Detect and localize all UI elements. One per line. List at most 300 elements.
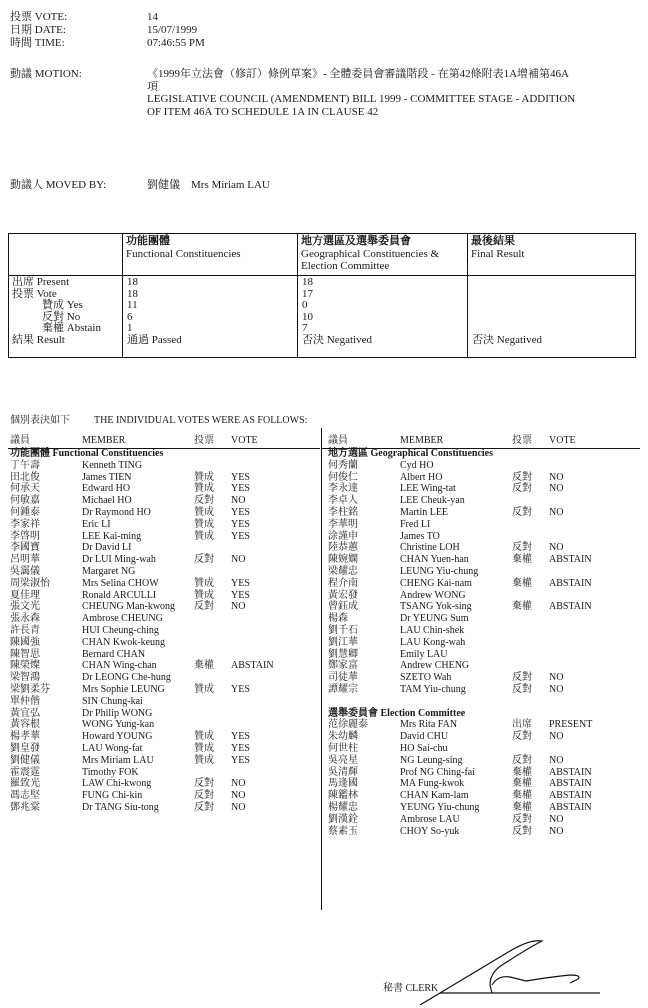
spacer bbox=[328, 696, 638, 708]
member-name-zh: 吳靄儀 bbox=[10, 565, 40, 577]
vote-en: YES bbox=[231, 483, 250, 495]
individual-votes-title bbox=[10, 414, 307, 427]
member-name-en: SZETO Wah bbox=[400, 672, 452, 684]
member-name-en: Michael HO bbox=[82, 495, 132, 507]
member-name-en: Cyd HO bbox=[400, 459, 434, 471]
member-name-zh: 陳智思 bbox=[10, 648, 40, 660]
member-name-en: Christine LOH bbox=[400, 542, 460, 554]
member-vote-row bbox=[10, 578, 320, 590]
member-vote-row bbox=[10, 743, 320, 755]
vote-en: YES bbox=[231, 471, 250, 483]
member-name-zh: 司徒華 bbox=[328, 672, 358, 684]
vote-en: YES bbox=[231, 589, 250, 601]
member-vote-row bbox=[10, 684, 320, 696]
member-vote-row bbox=[10, 590, 320, 602]
member-vote-row bbox=[10, 519, 320, 531]
value-abstain: 7 bbox=[302, 322, 308, 334]
member-name-en: CHAN Wing-chan bbox=[82, 660, 157, 672]
vote-en: NO bbox=[231, 495, 246, 507]
vote-en: YES bbox=[231, 754, 250, 766]
member-name-en: Dr Philip WONG bbox=[82, 707, 153, 719]
vote-zh: 反對 bbox=[512, 683, 532, 695]
member-name-zh: 李永達 bbox=[328, 483, 358, 495]
value-result: 否決 Negatived bbox=[472, 333, 542, 346]
member-name-zh: 楊孝華 bbox=[10, 731, 40, 743]
member-name-en: Ambrose CHEUNG bbox=[82, 613, 163, 625]
member-vote-row bbox=[328, 590, 638, 602]
member-name-zh: 涂謹申 bbox=[328, 530, 358, 542]
member-vote-row bbox=[10, 625, 320, 637]
value-present: 18 bbox=[302, 276, 313, 288]
clerk-label: 秘書 CLERK bbox=[383, 983, 439, 994]
member-name-zh: 馬逢國 bbox=[328, 778, 358, 790]
member-name-zh: 呂明華 bbox=[10, 554, 40, 566]
member-vote-row bbox=[10, 778, 320, 790]
member-name-en: Mrs Selina CHOW bbox=[82, 577, 159, 589]
member-vote-row bbox=[10, 802, 320, 814]
member-name-en: CHEUNG Man-kwong bbox=[82, 601, 176, 613]
member-name-zh: 馮志堅 bbox=[10, 790, 40, 802]
vote-en: NO bbox=[231, 601, 246, 613]
member-vote-row bbox=[328, 684, 638, 696]
member-vote-row bbox=[328, 743, 638, 755]
member-name-zh: 陳鑑林 bbox=[328, 790, 358, 802]
member-vote-row bbox=[10, 483, 320, 495]
row-label-no: 反對 No bbox=[42, 310, 81, 323]
time-label: 時間 TIME: bbox=[10, 37, 65, 49]
vote-en: YES bbox=[231, 577, 250, 589]
member-vote-row bbox=[328, 472, 638, 484]
member-vote-row bbox=[328, 578, 638, 590]
value-vote: 17 bbox=[302, 287, 313, 300]
table-divider bbox=[297, 234, 298, 357]
vote-zh: 反對 bbox=[512, 542, 532, 554]
member-name-zh: 蔡素玉 bbox=[328, 825, 358, 837]
member-name-zh: 羅致光 bbox=[10, 778, 40, 790]
vote-zh: 贊成 bbox=[194, 683, 214, 695]
member-name-zh: 霍震霆 bbox=[10, 766, 40, 778]
member-vote-row bbox=[328, 531, 638, 543]
row-label-present: 出席 Present bbox=[12, 276, 70, 288]
vote-zh: 反對 bbox=[194, 778, 214, 790]
member-name-zh: 黃容根 bbox=[10, 719, 40, 731]
member-name-en: CHENG Kai-nam bbox=[400, 577, 472, 589]
member-name-zh: 劉漢銓 bbox=[328, 813, 358, 825]
member-vote-row bbox=[328, 613, 638, 625]
header-final bbox=[471, 235, 524, 260]
member-name-en: YEUNG Yiu-chung bbox=[400, 801, 480, 813]
member-name-zh: 李啓明 bbox=[10, 530, 40, 542]
member-vote-row bbox=[10, 696, 320, 708]
member-name-zh: 曾鈺成 bbox=[328, 601, 358, 613]
member-vote-row bbox=[328, 483, 638, 495]
member-vote-row bbox=[10, 708, 320, 720]
member-name-en: David CHU bbox=[400, 731, 449, 743]
member-name-en: CHOY So-yuk bbox=[400, 825, 460, 837]
vote-en-header: VOTE bbox=[231, 435, 258, 446]
vote-zh: 贊成 bbox=[194, 742, 214, 754]
member-name-zh: 劉江華 bbox=[328, 636, 358, 648]
vote-zh: 反對 bbox=[194, 601, 214, 613]
member-name-zh: 李華明 bbox=[328, 518, 358, 530]
member-name-en: MA Fung-kwok bbox=[400, 778, 465, 790]
member-name-en: CHAN Yuen-han bbox=[400, 554, 469, 566]
summary-table bbox=[8, 233, 636, 358]
member-vote-row bbox=[328, 719, 638, 731]
member-vote-row bbox=[328, 625, 638, 637]
member-name-en: HO Sai-chu bbox=[400, 742, 448, 754]
date-value: 15/07/1999 bbox=[147, 24, 198, 36]
member-name-zh: 何鍾泰 bbox=[10, 506, 40, 518]
member-name-zh: 陳婉嫻 bbox=[328, 554, 358, 566]
member-name-zh: 何世柱 bbox=[328, 742, 358, 754]
member-vote-row bbox=[328, 460, 638, 472]
member-vote-row bbox=[10, 531, 320, 543]
motion-label: 動議 MOTION: bbox=[10, 68, 82, 80]
vote-zh: 棄權 bbox=[512, 790, 532, 802]
vote-zh: 棄權 bbox=[512, 554, 532, 566]
vote-zh: 贊成 bbox=[194, 530, 214, 542]
value-yes: 0 bbox=[302, 299, 308, 311]
vote-en: ABSTAIN bbox=[549, 778, 592, 790]
vote-zh: 棄權 bbox=[194, 660, 214, 672]
value-yes bbox=[472, 300, 542, 312]
member-name-zh: 劉健儀 bbox=[10, 754, 40, 766]
column-header bbox=[10, 435, 320, 448]
vote-en: NO bbox=[231, 778, 246, 790]
vote-en: YES bbox=[231, 518, 250, 530]
member-name-zh: 鄧兆棠 bbox=[10, 801, 40, 813]
member-name-en: TSANG Yok-sing bbox=[400, 601, 472, 613]
member-name-en: Timothy FOK bbox=[82, 766, 139, 778]
member-en-header: MEMBER bbox=[82, 435, 126, 446]
member-name-en: Kenneth TING bbox=[82, 459, 143, 471]
member-zh-header: 議員 bbox=[10, 435, 30, 446]
member-name-zh: 李柱銘 bbox=[328, 506, 358, 518]
member-name-en: James TIEN bbox=[82, 471, 132, 483]
member-vote-row bbox=[10, 719, 320, 731]
member-name-zh: 譚耀宗 bbox=[328, 683, 358, 695]
vote-en: ABSTAIN bbox=[549, 601, 592, 613]
member-name-en: CHAN Kam-lam bbox=[400, 790, 469, 802]
value-no: 6 bbox=[127, 310, 133, 323]
motion-text bbox=[147, 68, 637, 118]
member-name-en: Andrew CHENG bbox=[400, 660, 470, 672]
vote-zh: 贊成 bbox=[194, 518, 214, 530]
section-geographical: 地方選區 Geographical Constituencies bbox=[328, 448, 493, 459]
vote-en: ABSTAIN bbox=[549, 554, 592, 566]
member-name-zh: 何敏嘉 bbox=[10, 495, 40, 507]
member-name-zh: 梁耀忠 bbox=[328, 565, 358, 577]
vote-zh: 贊成 bbox=[194, 731, 214, 743]
member-name-en: Bernard CHAN bbox=[82, 648, 146, 660]
column-header bbox=[328, 435, 638, 448]
row-label-abstain: 棄權 Abstain bbox=[42, 322, 101, 334]
vote-en: NO bbox=[549, 672, 564, 684]
member-vote-row bbox=[10, 613, 320, 625]
moved-by-label: 動議人 MOVED BY: bbox=[10, 179, 107, 191]
vote-en: ABSTAIN bbox=[549, 790, 592, 802]
member-name-zh: 劉慧卿 bbox=[328, 648, 358, 660]
table-divider bbox=[9, 275, 635, 276]
member-vote-row bbox=[328, 601, 638, 613]
member-name-zh: 劉皇發 bbox=[10, 742, 40, 754]
member-vote-row bbox=[328, 495, 638, 507]
member-name-zh: 夏佳理 bbox=[10, 589, 40, 601]
vote-zh: 贊成 bbox=[194, 483, 214, 495]
vote-en: NO bbox=[231, 790, 246, 802]
member-name-zh: 吳亮星 bbox=[328, 754, 358, 766]
member-vote-row bbox=[328, 566, 638, 578]
vote-zh: 棄權 bbox=[512, 766, 532, 778]
vote-zh: 棄權 bbox=[512, 601, 532, 613]
vote-zh: 反對 bbox=[512, 672, 532, 684]
vote-en: YES bbox=[231, 506, 250, 518]
motion-line: 項 bbox=[147, 80, 158, 93]
member-name-en: Margaret NG bbox=[82, 565, 136, 577]
date-label: 日期 DATE: bbox=[10, 24, 66, 36]
member-vote-row bbox=[10, 472, 320, 484]
member-vote-row bbox=[328, 826, 638, 838]
member-en-header: MEMBER bbox=[400, 435, 444, 446]
vote-en: YES bbox=[231, 731, 250, 743]
member-name-en: LAU Wong-fat bbox=[82, 742, 143, 754]
value-present: 18 bbox=[127, 276, 138, 288]
member-name-en: Dr Raymond HO bbox=[82, 506, 151, 518]
vote-en: NO bbox=[549, 483, 564, 495]
member-name-en: Dr LEONG Che-hung bbox=[82, 672, 171, 684]
table-divider bbox=[467, 234, 468, 357]
member-vote-row bbox=[328, 649, 638, 661]
member-name-en: LEUNG Yiu-chung bbox=[400, 565, 479, 577]
section-election-committee: 選舉委員會 Election Committee bbox=[328, 707, 466, 719]
member-name-en: LAU Chin-shek bbox=[400, 624, 465, 636]
vote-zh: 出席 bbox=[512, 719, 532, 731]
right-votes-column bbox=[328, 435, 638, 837]
header-zh: 功能團體 bbox=[126, 235, 170, 247]
vote-en: ABSTAIN bbox=[549, 766, 592, 778]
member-name-zh: 程介南 bbox=[328, 577, 358, 589]
member-name-zh: 何承天 bbox=[10, 483, 40, 495]
value-result: 否決 Negatived bbox=[302, 333, 372, 346]
vote-zh: 反對 bbox=[194, 495, 214, 507]
member-name-zh: 周梁淑怡 bbox=[10, 577, 50, 589]
vote-en: YES bbox=[231, 742, 250, 754]
member-name-en: SIN Chung-kai bbox=[82, 695, 143, 707]
member-vote-row bbox=[10, 554, 320, 566]
row-labels bbox=[12, 277, 101, 346]
member-name-en: NG Leung-sing bbox=[400, 754, 463, 766]
vote-en: NO bbox=[549, 731, 564, 743]
member-name-zh: 何秀蘭 bbox=[328, 459, 358, 471]
member-name-zh: 鄭家富 bbox=[328, 660, 358, 672]
member-vote-row bbox=[328, 790, 638, 802]
member-vote-row bbox=[10, 507, 320, 519]
vote-zh: 贊成 bbox=[194, 589, 214, 601]
member-name-en: Mrs Sophie LEUNG bbox=[82, 683, 165, 695]
functional-values bbox=[127, 277, 182, 346]
motion-line: LEGISLATIVE COUNCIL (AMENDMENT) BILL 1999 - COMMITTEE STAGE - ADDITION bbox=[147, 93, 576, 105]
vote-en: ABSTAIN bbox=[549, 801, 592, 813]
member-name-en: Ronald ARCULLI bbox=[82, 589, 157, 601]
member-name-en: Emily LAU bbox=[400, 648, 448, 660]
header-en: Geographical Constituencies & bbox=[301, 247, 440, 260]
member-name-zh: 梁劉柔芬 bbox=[10, 683, 50, 695]
final-values bbox=[472, 277, 542, 346]
vote-en: YES bbox=[231, 683, 250, 695]
vote-en: NO bbox=[549, 813, 564, 825]
section-functional: 功能團體 Functional Constituencies bbox=[10, 448, 164, 459]
vote-en: NO bbox=[549, 542, 564, 554]
header-zh: 最後結果 bbox=[471, 235, 515, 247]
vote-zh: 棄權 bbox=[512, 801, 532, 813]
vote-en: YES bbox=[231, 530, 250, 542]
value-vote bbox=[472, 289, 542, 301]
member-name-en: Albert HO bbox=[400, 471, 443, 483]
header-functional bbox=[126, 235, 241, 260]
time-value: 07:46:55 PM bbox=[147, 37, 205, 49]
member-name-en: James TO bbox=[400, 530, 440, 542]
member-name-zh: 陳國強 bbox=[10, 636, 40, 648]
member-name-en: Dr YEUNG Sum bbox=[400, 613, 469, 625]
member-vote-row bbox=[10, 460, 320, 472]
motion-line: 《1999年立法會（修訂）條例草案》- 全體委員會審議階段 - 在第42條附表1A增補第46A bbox=[147, 68, 569, 80]
member-vote-row bbox=[328, 507, 638, 519]
member-name-zh: 何俊仁 bbox=[328, 471, 358, 483]
member-name-zh: 丁午壽 bbox=[10, 459, 40, 471]
member-name-en: LEE Wing-tat bbox=[400, 483, 456, 495]
member-vote-row bbox=[10, 495, 320, 507]
vote-zh: 反對 bbox=[194, 790, 214, 802]
member-vote-row bbox=[10, 672, 320, 684]
vote-zh: 棄權 bbox=[512, 778, 532, 790]
member-vote-row bbox=[328, 660, 638, 672]
vote-zh-header: 投票 bbox=[194, 435, 214, 446]
vote-number: 14 bbox=[147, 11, 158, 23]
vote-en: PRESENT bbox=[549, 719, 593, 731]
member-vote-row bbox=[10, 637, 320, 649]
member-vote-row bbox=[10, 790, 320, 802]
header-geographical bbox=[301, 235, 439, 273]
member-name-en: WONG Yung-kan bbox=[82, 719, 155, 731]
title-zh: 個別表決如下 bbox=[10, 415, 70, 426]
member-name-en: TAM Yiu-chung bbox=[400, 683, 466, 695]
member-name-zh: 陸恭蕙 bbox=[328, 542, 358, 554]
member-vote-row bbox=[328, 519, 638, 531]
member-name-en: HUI Cheung-ching bbox=[82, 624, 159, 636]
value-abstain bbox=[472, 323, 542, 335]
vote-en: NO bbox=[231, 554, 246, 566]
member-vote-row bbox=[10, 601, 320, 613]
member-name-en: CHAN Kwok-keung bbox=[82, 636, 166, 648]
value-abstain: 1 bbox=[127, 322, 133, 334]
member-name-zh: 張永森 bbox=[10, 613, 40, 625]
member-name-zh: 張文光 bbox=[10, 601, 40, 613]
member-name-zh: 黃宜弘 bbox=[10, 707, 40, 719]
header-en: Final Result bbox=[471, 247, 525, 260]
member-name-zh: 朱幼麟 bbox=[328, 731, 358, 743]
vote-zh: 贊成 bbox=[194, 471, 214, 483]
member-vote-row bbox=[328, 672, 638, 684]
member-name-en: LAW Chi-kwong bbox=[82, 778, 152, 790]
header-zh: 地方選區及選舉委員會 bbox=[301, 235, 411, 247]
vote-en: NO bbox=[549, 825, 564, 837]
vote-zh: 反對 bbox=[512, 754, 532, 766]
member-name-zh: 楊森 bbox=[328, 613, 348, 625]
member-name-en: LAU Kong-wah bbox=[400, 636, 466, 648]
vote-en-header: VOTE bbox=[549, 435, 576, 446]
column-divider bbox=[321, 428, 322, 910]
member-name-en: LEE Kai-ming bbox=[82, 530, 142, 542]
vote-en: NO bbox=[549, 683, 564, 695]
vote-en: ABSTAIN bbox=[549, 577, 592, 589]
member-vote-row bbox=[10, 660, 320, 672]
vote-zh: 贊成 bbox=[194, 577, 214, 589]
row-label-vote: 投票 Vote bbox=[12, 287, 57, 300]
member-name-en: Prof NG Ching-fai bbox=[400, 766, 475, 778]
member-vote-row bbox=[328, 755, 638, 767]
motion-line: OF ITEM 46A TO SCHEDULE 1A IN CLAUSE 42 bbox=[147, 105, 379, 118]
member-name-zh: 吳清輝 bbox=[328, 766, 358, 778]
value-vote: 18 bbox=[127, 287, 138, 300]
member-name-en: Dr TANG Siu-tong bbox=[82, 801, 159, 813]
header-en: Functional Constituencies bbox=[126, 247, 241, 260]
value-yes: 11 bbox=[127, 299, 138, 311]
vote-zh: 反對 bbox=[512, 483, 532, 495]
member-vote-row bbox=[328, 778, 638, 790]
member-name-zh: 黃宏發 bbox=[328, 589, 358, 601]
value-result: 通過 Passed bbox=[127, 333, 182, 346]
value-no: 10 bbox=[302, 310, 313, 323]
member-vote-row bbox=[328, 814, 638, 826]
member-name-en: Howard YOUNG bbox=[82, 731, 153, 743]
row-label-yes: 贊成 Yes bbox=[42, 299, 83, 311]
member-name-zh: 單仲偕 bbox=[10, 695, 40, 707]
member-name-zh: 劉千石 bbox=[328, 624, 358, 636]
vote-en: NO bbox=[549, 754, 564, 766]
member-name-en: Mrs Miriam LAU bbox=[82, 754, 154, 766]
title-en: THE INDIVIDUAL VOTES WERE AS FOLLOWS: bbox=[94, 415, 308, 426]
member-name-zh: 李家祥 bbox=[10, 518, 40, 530]
member-name-zh: 楊耀忠 bbox=[328, 801, 358, 813]
member-vote-row bbox=[10, 767, 320, 779]
member-name-en: Dr LUI Ming-wah bbox=[82, 554, 156, 566]
member-name-en: Martin LEE bbox=[400, 506, 449, 518]
left-votes-column bbox=[10, 435, 320, 814]
member-vote-row bbox=[10, 731, 320, 743]
member-name-en: Dr David LI bbox=[82, 542, 132, 554]
header-en2: Election Committee bbox=[301, 260, 390, 272]
member-vote-row bbox=[10, 649, 320, 661]
vote-en: ABSTAIN bbox=[231, 660, 274, 672]
member-name-zh: 李國寶 bbox=[10, 542, 40, 554]
vote-label: 投票 VOTE: bbox=[10, 11, 68, 23]
member-name-zh: 許長青 bbox=[10, 624, 40, 636]
member-name-zh: 梁智鴻 bbox=[10, 672, 40, 684]
vote-en: NO bbox=[549, 471, 564, 483]
value-present bbox=[472, 277, 542, 289]
member-vote-row bbox=[328, 542, 638, 554]
value-no bbox=[472, 312, 542, 324]
geographical-values bbox=[302, 277, 372, 346]
vote-en: NO bbox=[231, 801, 246, 813]
vote-zh: 棄權 bbox=[512, 577, 532, 589]
vote-zh: 反對 bbox=[512, 506, 532, 518]
member-name-zh: 田北俊 bbox=[10, 471, 40, 483]
moved-by-value: 劉健儀 Mrs Miriam LAU bbox=[147, 179, 270, 191]
member-name-en: Andrew WONG bbox=[400, 589, 466, 601]
member-name-zh: 陳榮燦 bbox=[10, 660, 40, 672]
